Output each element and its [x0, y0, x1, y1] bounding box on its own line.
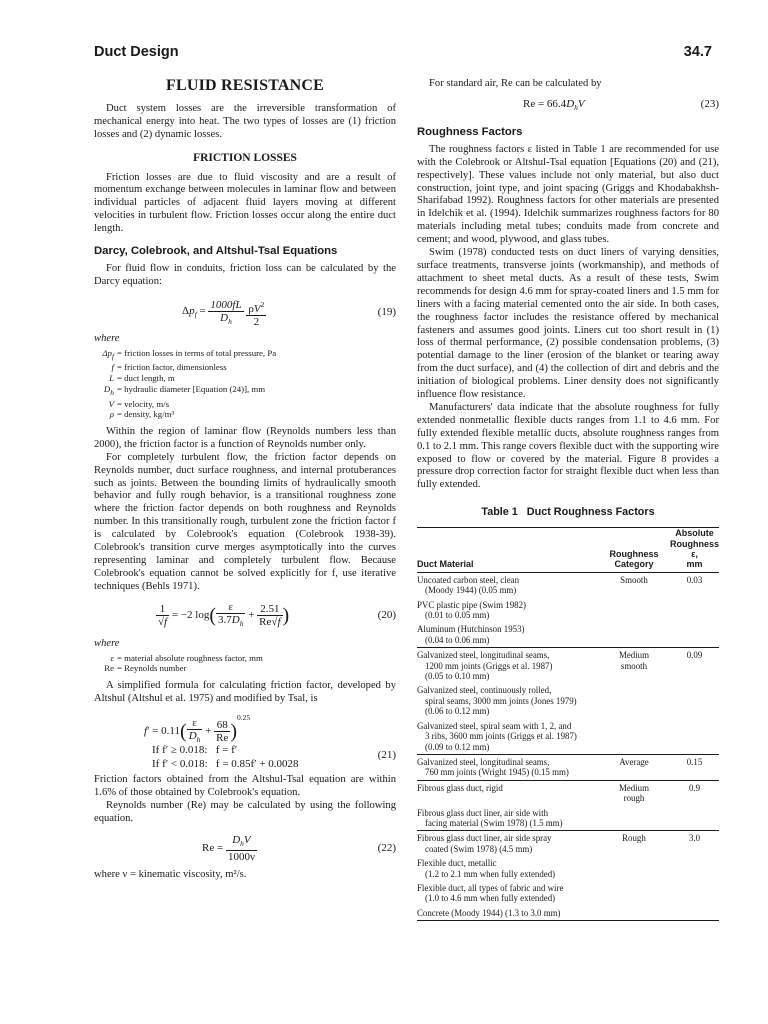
table-cell-category — [598, 806, 670, 831]
friction-paragraph: Friction losses are due to fluid viscosity and are a result of momentum exchange between molecules in laminar flow and between individual particles of adjacent fluid layers moving at different velocities in turbulent flow. Friction losses occur along the entire duct length. — [94, 171, 396, 235]
table-title: Table 1 Duct Roughness Factors — [481, 506, 655, 519]
right-column — [417, 78, 719, 921]
table-cell-roughness: 0.9 — [670, 780, 719, 805]
table-cell-roughness — [670, 683, 719, 718]
table-cell-roughness — [670, 719, 719, 755]
table-cell-category — [598, 856, 670, 881]
intro-paragraph: Duct system losses are the irreversible transformation of mechanical energy into heat. The two types of losses are (1) friction losses and (2) dynamic losses. — [94, 102, 396, 140]
turbulent-paragraph: For completely turbulent flow, the friction factor depends on Reynolds number, duct surface roughness, and internal protuberances such as joints. Between the bounding limits of hydraulically smooth behavior and fully rough behavior, is a transitional roughness zone where the friction factor depends on both roughness and Reynolds number. In this transitionally rough, turbulent zone the friction factor f is calculated by Colebrook's equation (Colebrook 1938-39). Colebrook's transition curve merges asymptotically into the curves representing laminar and completely turbulent flow. Because Colebrook's equation cannot be solved explicitly for f, use iterative techniques (Behls 1971). — [94, 451, 396, 592]
page-number: 34.7 — [683, 44, 712, 60]
variable-definitions-2 — [94, 653, 396, 674]
roughness-paragraph-3: Manufacturers' data indicate that the absolute roughness for fully extended nonmetallic flexible ducts ranges from 1.1 to 4.6 mm. For fully extended flexible metallic ducts, absolute roughness ranges from 0.1 to 2.1 mm. This range covers flexible duct with the supporting wire exposed to flow or covered by the material. Figure 8 provides a pressure drop correction factor for straight flexible duct when less than fully extended. — [417, 401, 719, 491]
eq21-number: (21) — [377, 748, 396, 761]
table-row — [417, 598, 719, 623]
table-row — [417, 906, 719, 921]
eq23-number: (23) — [700, 97, 719, 110]
equation-21: f′ = 0.11( $\frac{\varepsilon}{D_h}$ + $\frac{68}{Re}$ )$^{0.25}$ If f′ ≥ 0.018: f = f′ If f′ < 0.018: f = 0.85f′ + 0.0028 (21) — [144, 712, 396, 770]
variable-definitions-1 — [94, 348, 396, 420]
col-header-category: Roughness Category — [609, 549, 659, 570]
table-row — [417, 831, 719, 856]
friction-heading: FRICTION LOSSES — [193, 151, 297, 164]
table-row — [417, 856, 719, 881]
table-row — [417, 806, 719, 831]
left-column — [94, 78, 396, 882]
def-row: ε = material absolute roughness factor, mm — [110, 652, 263, 663]
table-row — [417, 683, 719, 718]
table-row — [417, 648, 719, 684]
table-row — [417, 572, 719, 597]
equation-20: $\frac{1}{√f}$ = −2 log( $\frac{\varepsilon}{3.7D_h}$ + $\frac{2.51}{Re√f}$ ) (20) — [158, 600, 396, 628]
def-row: $D_h$ = hydraulic diameter [Equation (24)], mm — [103, 383, 266, 397]
roughness-table — [417, 527, 719, 921]
table-cell-material: Galvanized steel, longitudinal seams, 760 mm joints (Wright 1945) (0.15 mm) — [417, 754, 598, 780]
table-cell-material: Fibrous glass duct liner, air side with facing material (Swim 1978) (1.5 mm) — [417, 807, 563, 828]
equation-23: $Re = 66.4D_hV$ (23) — [523, 97, 719, 112]
kinematic-note: where ν = kinematic viscosity, m²/s. — [94, 869, 247, 881]
table-cell-roughness — [670, 856, 719, 881]
table-cell-roughness — [670, 881, 719, 906]
eq21-condition-2: If f′ < 0.018: f = 0.85f′ + 0.0028 — [152, 757, 299, 770]
equation-22: Re = $\frac{D_hV}{1000\nu}$ (22) — [202, 834, 396, 864]
table-cell-roughness — [670, 598, 719, 623]
laminar-paragraph: Within the region of laminar flow (Reynolds numbers less than 2000), the friction factor is a function of Reynolds number only. — [94, 425, 396, 450]
reynolds-paragraph: Reynolds number (Re) may be calculated by using the following equation. — [94, 799, 396, 824]
col-header-material: Duct Material — [417, 559, 474, 570]
table-cell-material: Galvanized steel, longitudinal seams, 1200 mm joints (Griggs et al. 1987) (0.05 to 0.10 mm) — [417, 648, 598, 684]
standard-air-paragraph: For standard air, Re can be calculated by — [429, 78, 602, 89]
table-cell-material: Aluminum (Hutchinson 1953) (0.04 to 0.06 mm) — [417, 624, 525, 645]
table-cell-roughness: 0.03 — [670, 572, 719, 597]
table-cell-material: Flexible duct, all types of fabric and wire (1.0 to 4.6 mm when fully extended) — [417, 882, 564, 904]
table-cell-roughness — [670, 622, 719, 647]
table-cell-category: Medium smooth — [598, 648, 670, 684]
table-cell-roughness: 0.09 — [670, 648, 719, 684]
eq22-number: (22) — [377, 842, 396, 855]
table-row — [417, 780, 719, 805]
roughness-heading: Roughness Factors — [417, 125, 523, 138]
table-cell-material: Fibrous glass duct, rigid — [417, 780, 598, 805]
table-header-row — [417, 528, 719, 573]
table-cell-roughness: 0.15 — [670, 754, 719, 780]
table-cell-category — [598, 906, 670, 921]
eq19-numerator: 1000fL — [210, 298, 242, 311]
darcy-heading: Darcy, Colebrook, and Altshul-Tsal Equations — [94, 245, 338, 258]
table-cell-category — [598, 683, 670, 718]
table-cell-material: Uncoated carbon steel, clean (Moody 1944) (0.05 mm) — [417, 572, 598, 597]
table-cell-category — [598, 622, 670, 647]
table-cell-category: Smooth — [598, 572, 670, 597]
darcy-paragraph: For fluid flow in conduits, friction loss can be calculated by the Darcy equation: — [94, 262, 396, 287]
simplified-paragraph: A simplified formula for calculating friction factor, developed by Altshul (Altshul et al. 1975) and modified by Tsal, is — [94, 680, 396, 704]
roughness-paragraph-2: Swim (1978) conducted tests on duct liners of varying densities, surface treatments, transverse joints (workmanship), and methods of attachment to sheet metal ducts. As a result of these tests, Swim recommends for design 4.6 mm for spray-coated liners and 1.5 mm for liners with a facing material cemented onto the air side. In both cases, the roughness factor includes the resistance offered by mechanical fasteners and assumes good joints. Liners cut too short result in (1) loss of thermal performance, (2) possible condensation problems, (3) potential damage to the liner (erosion of the blanket or tearing away from the duct surface), and (4) the collection of dirt and debris and the initiation of biological problems. Liner density does not significantly influence flow resistance. — [417, 247, 719, 401]
table-cell-material: Flexible duct, metallic (1.2 to 2.1 mm when fully extended) — [417, 858, 556, 879]
col-header-roughness: Absolute Roughness ε, mm — [669, 528, 719, 570]
roughness-paragraph-1: The roughness factors ε listed in Table 1 are recommended for use with the Colebrook or Altshul-Tsal equation [Equations (20) and (21), respectively]. These values include not only material, but also duct construction, joint type, and joint spacing (Griggs and Khodabakhsh-Sharifabad 1992). Roughness factors for other materials are presented in Idelchik et al. (1994). Idelchik summarizes roughness factors for 80 materials including metal tubes; conduits made from concrete and cement; and wood, plywood, and glass tubes. — [417, 143, 719, 246]
def-row: Re = Reynolds number — [104, 663, 187, 674]
table-cell-material: Galvanized steel, spiral seam with 1, 2, and 3 ribs, 3600 mm joints (Griggs et al. 1987) (0.09 to 0.12 mm) — [417, 720, 577, 752]
table-cell-category: Average — [598, 754, 670, 780]
table-row — [417, 622, 719, 647]
table-cell-roughness — [670, 806, 719, 831]
eq20-number: (20) — [377, 608, 396, 621]
where-label-2: where — [94, 637, 120, 649]
def-row: L = duct length, m — [109, 373, 175, 384]
table-cell-category — [598, 598, 670, 623]
table-cell-roughness: 3.0 — [670, 831, 719, 856]
running-title: Duct Design — [94, 44, 179, 60]
def-row: ρ = density, kg/m³ — [109, 409, 175, 420]
table-cell-category: Medium rough — [598, 780, 670, 805]
def-row: V = velocity, m/s — [108, 398, 170, 409]
eq21-condition-1: If f′ ≥ 0.018: f = f′ — [152, 743, 238, 756]
def-row: f = friction factor, dimensionless — [111, 362, 227, 373]
table-cell-category: Rough — [598, 831, 670, 856]
where-label-1: where — [94, 332, 120, 344]
table-row — [417, 754, 719, 780]
table-cell-roughness — [670, 906, 719, 921]
table-cell-category — [598, 719, 670, 755]
table-cell-material: Fibrous glass duct liner, air side spray coated (Swim 1978) (4.5 mm) — [417, 831, 598, 856]
section-title: FLUID RESISTANCE — [165, 77, 325, 94]
def-row: $\Delta p_f$ = friction losses in terms of total pressure, Pa — [102, 347, 277, 361]
table-row — [417, 719, 719, 755]
table-cell-material: Concrete (Moody 1944) (1.3 to 3.0 mm) — [417, 906, 598, 921]
table-cell-category — [598, 881, 670, 906]
table-cell-material: Galvanized steel, continuously rolled, spiral seams, 3000 mm joints (Jones 1979) (0.06 to 0.12 mm) — [417, 685, 577, 717]
table-cell-material: PVC plastic pipe (Swim 1982) (0.01 to 0.05 mm) — [417, 599, 526, 621]
altshul-paragraph: Friction factors obtained from the Altshul-Tsal equation are within 1.6% of those obtained by Colebrook's equation. — [94, 773, 396, 798]
eq19-number: (19) — [377, 305, 396, 318]
table-row — [417, 881, 719, 906]
running-header — [94, 44, 712, 64]
equation-19: $\Delta p_f$ = $\frac{1000fL}{D_h}$ $\frac{\rho V^2}{2}$ (19) — [182, 298, 396, 328]
